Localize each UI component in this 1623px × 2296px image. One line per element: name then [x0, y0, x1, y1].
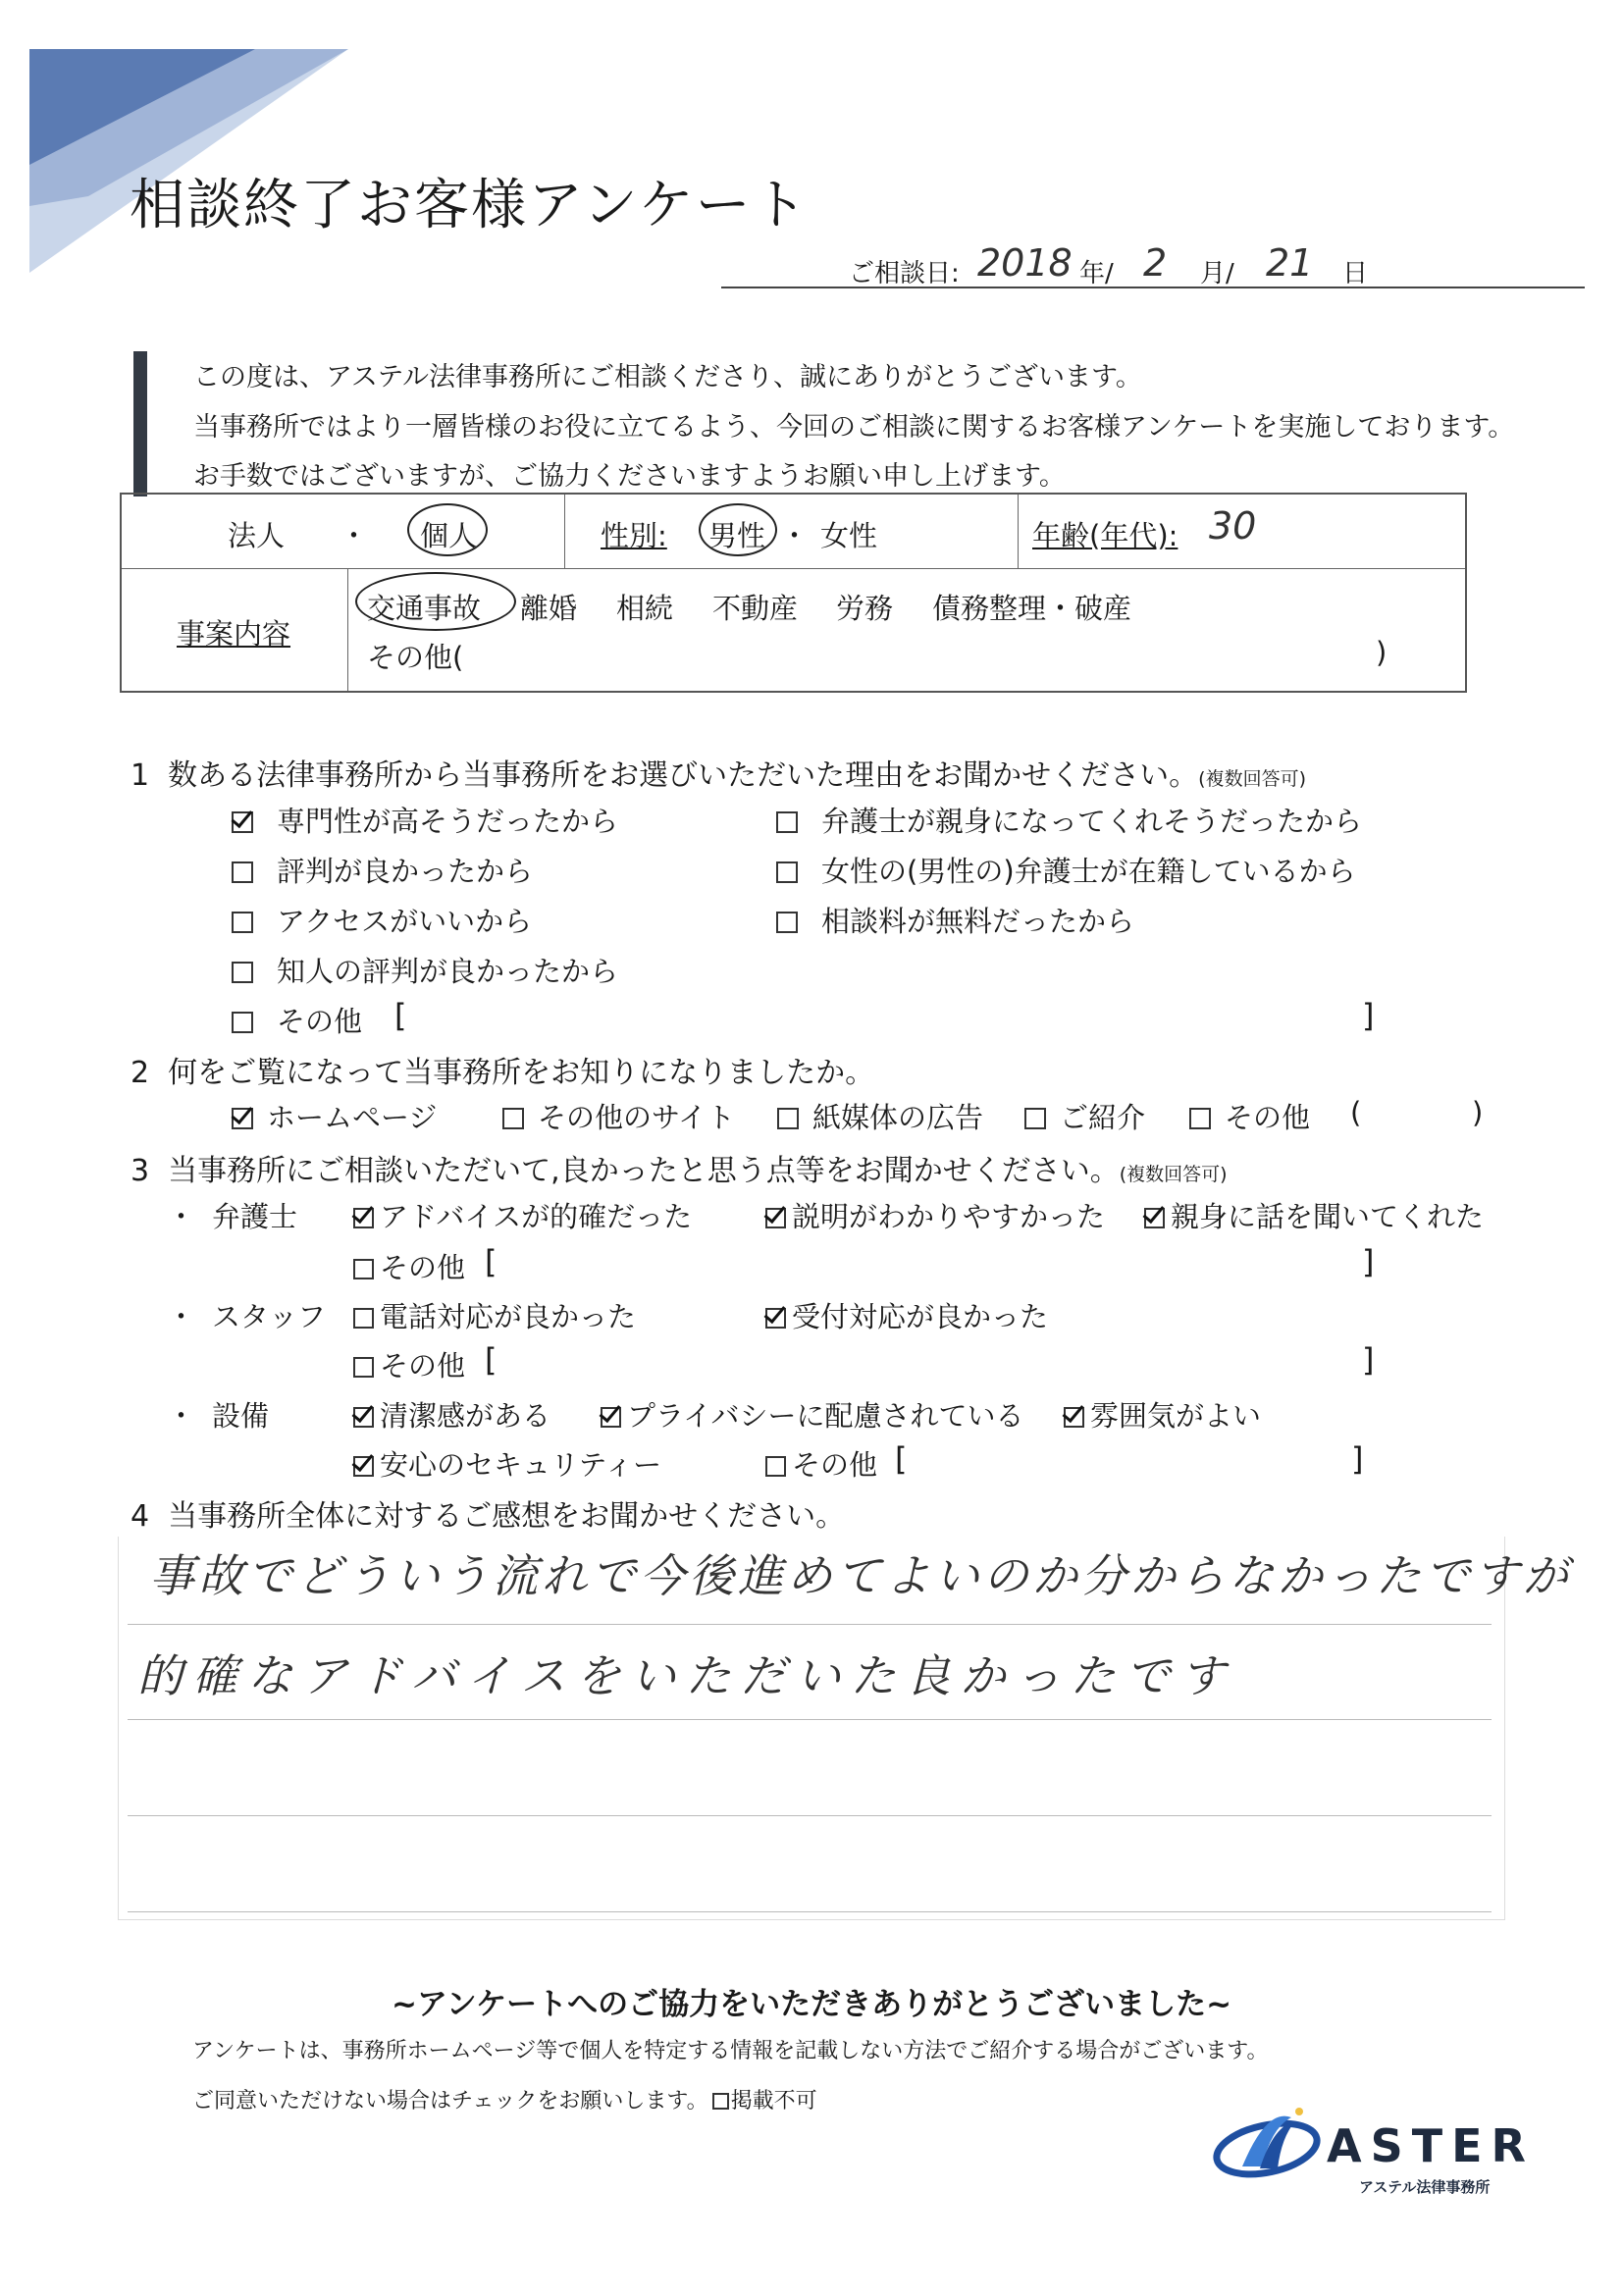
age-label: 年齢(年代):	[1032, 519, 1178, 552]
logo-name: ASTER	[1327, 2119, 1535, 2172]
q3-option[interactable]	[353, 1295, 636, 1335]
intro-line: この度は、アステル法律事務所にご相談くださり、誠にありがとうございます。	[193, 362, 1142, 392]
year-unit: 年/	[1079, 259, 1114, 288]
checkbox-checked[interactable]	[1144, 1208, 1165, 1228]
bracket-close: ]	[1362, 1243, 1375, 1280]
aster-logo-icon	[1213, 2098, 1321, 2186]
checkbox-checked[interactable]	[1064, 1407, 1084, 1428]
option-label: 評判が良かったから	[277, 855, 534, 888]
date-underline	[721, 287, 1585, 288]
question-text: 数ある法律事務所から当事務所をお選びいただいた理由をお聞かせください。	[168, 758, 1199, 793]
selection-circle	[699, 503, 777, 556]
option-label: 清潔感がある	[380, 1399, 551, 1433]
question-note: (複数回答可)	[1119, 1164, 1228, 1185]
q1-option[interactable]	[776, 800, 1362, 840]
case-other-close: )	[1376, 636, 1387, 669]
option-label: 相談料が無料だったから	[821, 905, 1135, 938]
age-value: 30	[1209, 504, 1257, 548]
handwritten-comment-line: 事故でどういう流れで今後進めてよいのか分からなかったですが	[149, 1549, 1572, 1602]
question-text: 何をご覧になって当事務所をお知りになりましたか。	[168, 1056, 875, 1090]
q3-staff-label: スタッフ	[212, 1300, 327, 1333]
option-label: 知人の評判が良かったから	[277, 955, 619, 988]
consult-month: 2	[1143, 241, 1168, 285]
consult-day: 21	[1266, 241, 1314, 285]
option-label: 弁護士が親身になってくれそうだったから	[821, 805, 1363, 838]
option-label: プライバシーに配慮されている	[627, 1399, 1024, 1433]
bracket-open: [	[485, 1341, 497, 1379]
q1-option[interactable]	[232, 850, 533, 890]
option-female[interactable]: 女性	[820, 519, 878, 552]
q3-facility-label: 設備	[212, 1399, 270, 1433]
q2-option[interactable]	[232, 1096, 437, 1136]
q2-option[interactable]	[502, 1096, 735, 1136]
checkbox-checked[interactable]	[601, 1407, 621, 1428]
option-label: 親身に話を聞いてくれた	[1171, 1200, 1485, 1233]
consent-note	[192, 2084, 817, 2114]
intro-line: お手数ではございますが、ご協力くださいますようお願い申し上げます。	[193, 461, 1066, 492]
page-title: 相談終了お客様アンケート	[130, 174, 810, 237]
bracket-open: [	[394, 997, 407, 1034]
bracket-open: [	[895, 1440, 908, 1478]
checkbox[interactable]	[776, 861, 798, 883]
checkbox[interactable]	[1024, 1108, 1046, 1129]
bullet: ・	[167, 1300, 196, 1333]
question-3	[131, 1146, 1228, 1189]
q3-option[interactable]	[1144, 1195, 1484, 1235]
option-label: 安心のセキュリティー	[380, 1448, 662, 1482]
separator-dot: ・	[340, 519, 369, 552]
comment-line	[128, 1719, 1492, 1720]
case-other-label: その他(	[367, 641, 464, 674]
option-label: その他	[277, 1005, 363, 1038]
q1-option[interactable]	[232, 800, 618, 840]
q3-option[interactable]	[353, 1443, 661, 1484]
comment-line	[128, 1624, 1492, 1625]
option-label: その他	[380, 1349, 466, 1383]
comment-line	[128, 1815, 1492, 1816]
intro-accent-bar	[133, 351, 147, 496]
logo-subtitle: アステル法律事務所	[1359, 2178, 1491, 2196]
option-corporate[interactable]: 法人	[228, 519, 286, 552]
selection-circle	[355, 572, 516, 631]
month-unit: 月/	[1200, 259, 1234, 288]
intro-line: 当事務所ではより一層皆様のお役に立てるよう、今回のご相談に関するお客様アンケートを実施しております。	[193, 412, 1515, 443]
day-unit: 日	[1342, 259, 1369, 288]
no-publish-label: 掲載不可	[730, 2089, 817, 2113]
checkbox[interactable]	[353, 1308, 374, 1329]
question-number: 1	[131, 758, 150, 793]
q3-option[interactable]	[765, 1295, 1048, 1335]
option-label: アクセスがいいから	[277, 905, 533, 938]
question-note: (複数回答可)	[1198, 768, 1306, 790]
q1-option[interactable]	[232, 950, 618, 990]
checkbox[interactable]	[232, 912, 253, 933]
thanks-message: ~アンケートへのご協力をいただきありがとうございました~	[391, 1987, 1232, 2022]
case-option[interactable]: 交通事故	[367, 592, 482, 625]
q3-lawyer-label: 弁護士	[212, 1200, 298, 1233]
option-label: その他	[1225, 1101, 1311, 1134]
separator-dot: ・	[780, 519, 810, 552]
case-option[interactable]: 相続	[616, 592, 674, 625]
checkbox[interactable]	[777, 1108, 799, 1129]
option-label: 受付対応が良かった	[792, 1300, 1049, 1333]
paren-close: )	[1472, 1096, 1484, 1129]
question-4	[131, 1491, 845, 1535]
option-label: その他	[380, 1251, 466, 1284]
question-2	[131, 1048, 874, 1091]
q3-option[interactable]	[1064, 1394, 1261, 1435]
q1-option[interactable]	[776, 850, 1356, 890]
option-label: その他	[792, 1448, 878, 1482]
option-label: ご紹介	[1060, 1101, 1146, 1134]
question-number: 3	[131, 1154, 150, 1188]
checkbox[interactable]	[776, 912, 798, 933]
option-label: 雰囲気がよい	[1090, 1399, 1262, 1433]
checkbox[interactable]	[502, 1108, 524, 1129]
consent-text: ご同意いただけない場合はチェックをお願いします。	[192, 2089, 708, 2113]
option-individual[interactable]: 個人	[420, 519, 478, 552]
option-label: ホームページ	[267, 1101, 438, 1134]
question-number: 4	[131, 1499, 150, 1534]
q1-option[interactable]	[232, 900, 532, 940]
checkbox-checked[interactable]	[232, 1108, 253, 1129]
checkbox[interactable]	[1189, 1108, 1211, 1129]
checkbox[interactable]	[353, 1357, 374, 1378]
question-number: 2	[131, 1056, 150, 1090]
checkbox-checked[interactable]	[353, 1208, 374, 1228]
option-label: 専門性が高そうだったから	[277, 805, 619, 838]
q2-option[interactable]	[777, 1096, 983, 1136]
checkbox[interactable]	[232, 1012, 253, 1033]
option-male[interactable]: 男性	[708, 519, 766, 552]
bullet: ・	[167, 1399, 196, 1433]
paren-open: (	[1350, 1096, 1362, 1129]
checkbox[interactable]	[353, 1259, 374, 1279]
option-label: 電話対応が良かった	[380, 1300, 637, 1333]
checkbox-checked[interactable]	[765, 1208, 786, 1228]
bracket-close: ]	[1362, 997, 1375, 1034]
option-label: 女性の(男性の)弁護士が在籍しているから	[821, 855, 1356, 888]
checkbox-checked[interactable]	[232, 811, 253, 833]
selection-circle	[407, 503, 488, 556]
question-text: 当事務所にご相談いただいて,良かったと思う点等をお聞かせください。	[168, 1154, 1120, 1188]
consult-year: 2018	[977, 241, 1073, 285]
q3-option[interactable]	[765, 1195, 1105, 1235]
case-label: 事案内容	[177, 617, 291, 651]
q2-option-other[interactable]	[1189, 1096, 1310, 1136]
checkbox[interactable]	[765, 1456, 786, 1477]
checkbox[interactable]	[232, 861, 253, 883]
case-option[interactable]: 労務	[836, 592, 894, 625]
bullet: ・	[167, 1200, 196, 1233]
q3-option-other[interactable]	[765, 1443, 877, 1484]
option-label: アドバイスが的確だった	[380, 1200, 693, 1233]
q1-option[interactable]	[776, 900, 1134, 940]
no-publish-checkbox[interactable]	[712, 2093, 729, 2110]
question-1	[131, 751, 1306, 794]
q1-option-other[interactable]	[232, 1000, 362, 1040]
handwritten-comment-line: 的確なアドバイスをいただいた良かったです	[137, 1649, 1235, 1702]
question-text: 当事務所全体に対するご感想をお聞かせください。	[168, 1499, 846, 1534]
q3-option[interactable]	[601, 1394, 1024, 1435]
checkbox[interactable]	[232, 962, 253, 983]
consult-date-label: ご相談日:	[849, 259, 960, 288]
bracket-close: ]	[1351, 1440, 1364, 1478]
checkbox[interactable]	[776, 811, 798, 833]
q3-option[interactable]	[353, 1394, 550, 1435]
publication-note: アンケートは、事務所ホームページ等で個人を特定する情報を記載しない方法でご紹介する場合がございます。	[192, 2039, 1269, 2063]
option-label: その他のサイト	[538, 1101, 735, 1134]
checkbox-checked[interactable]	[765, 1308, 786, 1329]
bracket-open: [	[485, 1243, 497, 1280]
comment-line	[128, 1911, 1492, 1912]
q2-option[interactable]	[1024, 1096, 1145, 1136]
case-option[interactable]: 不動産	[712, 592, 799, 625]
q3-option-other[interactable]	[353, 1344, 465, 1384]
gender-label: 性別:	[601, 519, 667, 552]
option-label: 紙媒体の広告	[812, 1101, 984, 1134]
case-option[interactable]: 離婚	[520, 592, 578, 625]
checkbox-checked[interactable]	[353, 1407, 374, 1428]
bracket-close: ]	[1362, 1341, 1375, 1379]
option-label: 説明がわかりやすかった	[792, 1200, 1106, 1233]
checkbox-checked[interactable]	[353, 1456, 374, 1477]
case-option[interactable]: 債務整理・破産	[932, 592, 1132, 625]
q3-option-other[interactable]	[353, 1246, 465, 1286]
q3-option[interactable]	[353, 1195, 692, 1235]
